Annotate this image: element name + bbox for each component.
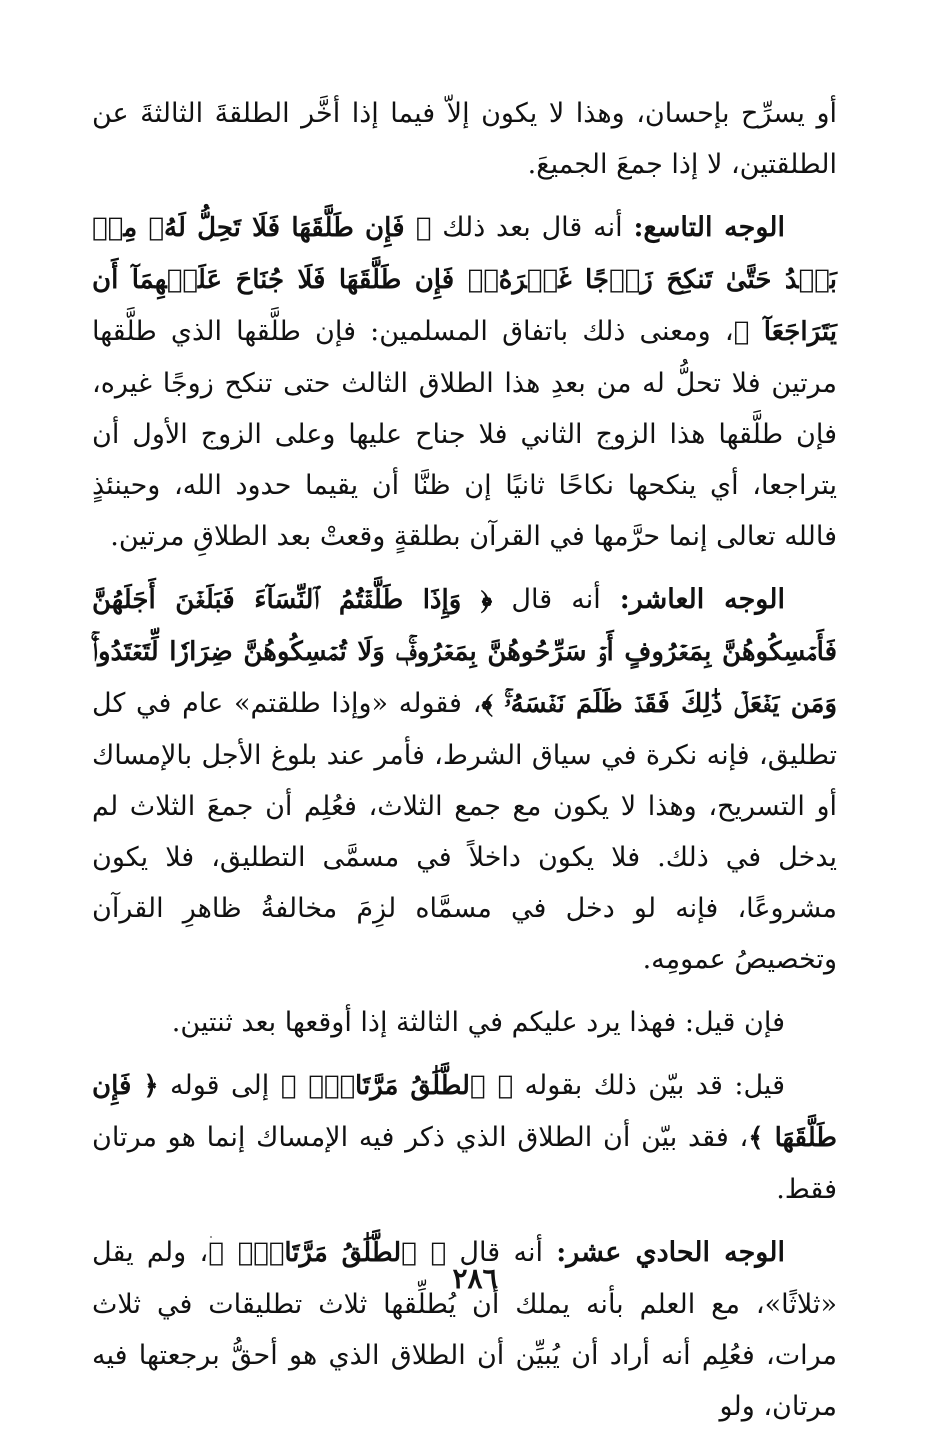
- page-number: ٢٨٦: [452, 1262, 498, 1295]
- section-heading: الوجه التاسع:: [633, 212, 785, 243]
- paragraph-text: إلى قوله: [158, 1070, 281, 1101]
- quran-verse: ﴿ ٱلطَّلَٰقُ مَرَّتَانِۖ ﴾: [208, 1238, 447, 1268]
- paragraph-text: فإن قيل: فهذا يرد عليكم في الثالثة إذا أوقعها بعد ثنتين.: [171, 1007, 785, 1038]
- section-heading: الوجه الحادي عشر:: [556, 1237, 785, 1268]
- body-text: [92, 88, 837, 1444]
- section-heading: الوجه العاشر:: [619, 584, 785, 615]
- paragraph-text: ، ولم يقل «ثلاثًا»، مع العلم بأنه يملك أن يُطلِّقها ثلاث تطليقات في ثلاث مرات، فعُلِم أنه أراد أن يُبيِّن أن الطلاق الذي هو أحقُّ برجعتها فيه مرتان، ولو: [92, 1237, 837, 1422]
- paragraph-tenth-aspect: [92, 574, 837, 985]
- paragraph-text: ، فقد بيّن أن الطلاق الذي ذكر فيه الإمساك إنما هو مرتان فقط.: [92, 1122, 837, 1205]
- paragraph-text: ، فقوله «وإذا طلقتم» عام في كل تطليق، فإنه نكرة في سياق الشرط، فأمر عند بلوغ الأجل بالإمساك أو التسريح، وهذا لا يكون مع جمع الثلاث، فعُلِم أن جمعَ الثلاث لم يدخل في ذلك. فلا يكون داخلاً في مسمَّى التطليق، فلا يكون مشروعًا، فإنه لو دخل في مسمَّاه لزِمَ مخالفةُ ظاهرِ القرآن وتخصيصُ عمومِه.: [92, 688, 837, 975]
- paragraph-text: أنه قال بعد ذلك: [431, 212, 634, 243]
- quran-verse: ﴿ وَإِذَا طَلَّقۡتُمُ ٱلنِّسَآءَ فَبَلَغۡنَ أَجَلَهُنَّ فَأَمۡسِكُوهُنَّ بِمَعۡرُوفٍ أَوۡ سَرِّحُوهُنَّ بِمَعۡرُوفٖۚ وَلَا تُمۡسِكُوهُنَّ ضِرَارٗا لِّتَعۡتَدُواْۚ وَمَن يَفۡعَلۡ ذَٰلِكَ فَقَدۡ ظَلَمَ نَفۡسَهُۥۚ ﴾: [92, 585, 837, 719]
- paragraph-ninth-aspect: [92, 202, 837, 562]
- quran-verse: ﴿ فَإِن طَلَّقَهَا فَلَا تَحِلُّ لَهُۥ مِنۢ بَعۡدُ حَتَّىٰ تَنكِحَ زَوۡجًا غَيۡرَهُۥۗ فَإِن طَلَّقَهَا فَلَا جُنَاحَ عَلَيۡهِمَآ أَن يَتَرَاجَعَآ ﴾: [92, 213, 838, 347]
- quran-verse: ﴿ ٱلطَّلَٰقُ مَرَّتَانِۖ ﴾: [280, 1071, 514, 1101]
- paragraph-text: ، ومعنى ذلك باتفاق المسلمين: فإن طلَّقها الذي طلَّقها مرتين فلا تحلُّ له من بعدِ هذا الطلاق الثالث حتى تنكح زوجًا غيره، فإن طلَّقها هذا الزوج الثاني فلا جناح عليها وعلى الزوج الأول أن يتراجعا، أي ينكحها نكاحًا ثانيًا إن ظنَّا أن يقيما حدود الله، وحينئذٍ فالله تعالى إنما حرَّمها في القرآن بطلقةٍ وقعتْ بعد الطلاقِ مرتين.: [92, 316, 837, 552]
- scan-speck: [210, 1236, 212, 1238]
- paragraph-text: أنه قال: [446, 1237, 557, 1268]
- paragraph-text: قيل: قد بيّن ذلك بقوله: [513, 1070, 785, 1101]
- paragraph-eleventh-aspect: [92, 1227, 837, 1432]
- paragraph-reply: [92, 1060, 837, 1215]
- paragraph-objection: [92, 997, 837, 1048]
- paragraph-continuation: [92, 88, 837, 190]
- paragraph-text: أنه قال: [492, 584, 620, 615]
- quran-verse: ﴿ فَإِن طَلَّقَهَا ﴾: [92, 1071, 837, 1153]
- paragraph-text: أو يسرِّح بإحسان، وهذا لا يكون إلاّ فيما إذا أخَّر الطلقةَ الثالثةَ عن الطلقتين، لا إذا جمعَ الجميعَ.: [92, 98, 837, 180]
